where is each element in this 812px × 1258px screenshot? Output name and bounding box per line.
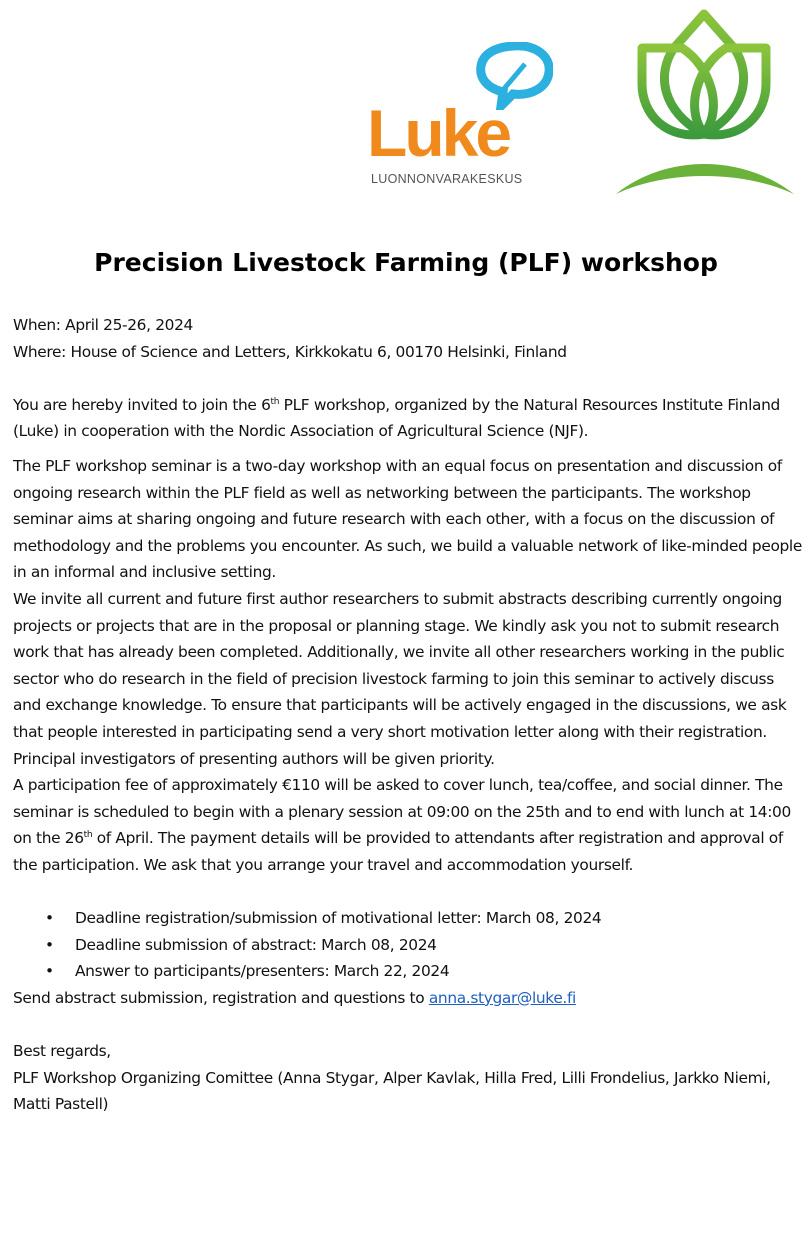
deadline-item: • Deadline submission of abstract: March 08, 2024 bbox=[75, 932, 803, 959]
send-line: Send abstract submission, registration and questions to anna.stygar@luke.fi bbox=[13, 988, 576, 1007]
logo-area bbox=[0, 0, 812, 210]
page-title: Precision Livestock Farming (PLF) workshop bbox=[94, 248, 718, 277]
when-line: When: April 25-26, 2024 bbox=[13, 316, 193, 334]
luke-subtitle: LUONNONVARAKESKUS bbox=[371, 172, 523, 186]
closing: Best regards, bbox=[13, 1042, 111, 1061]
deadline-item: • Deadline registration/submission of motivational letter: March 08, 2024 bbox=[75, 905, 803, 932]
paragraph-fee: A participation fee of approximately €110 will be asked to cover lunch, tea/coffee, and social dinner. The seminar is scheduled to begin with a plenary session at 09:00 on the 25th and to end with lunch at 14:00 on the 26th of April. The payment details will be provided to attendants after registration and approval of the participation. We ask that you arrange your travel and accommodation yourself. bbox=[13, 776, 791, 874]
paragraph-invitation: We invite all current and future first author researchers to submit abstracts describing currently ongoing projects or projects that are in the proposal or planning stage. We kindly ask you not to submit research work that has already been completed. Additionally, we invite all other researchers working in the public sector who do research in the field of precision livestock farming to join this seminar to actively discuss and exchange knowledge. To ensure that participants will be actively engaged in the discussions, we ask that people interested in participating send a very short motivation letter along with their registration. Principal investigators of presenting authors will be given priority. bbox=[13, 589, 787, 768]
deadline-item: • Answer to participants/presenters: March 22, 2024 bbox=[75, 958, 803, 985]
where-line: Where: House of Science and Letters, Kirkkokatu 6, 00170 Helsinki, Finland bbox=[13, 342, 567, 361]
paragraph-overview: The PLF workshop seminar is a two-day workshop with an equal focus on presentation and discussion of ongoing research within the PLF field as well as networking between the participants. The workshop seminar aims at sharing ongoing and future research with each other, with a focus on the discussion of methodology and the problems you encounter. As such, we build a valuable network of like-minded people in an informal and inclusive setting. bbox=[13, 456, 802, 582]
email-link[interactable]: anna.stygar@luke.fi bbox=[428, 988, 576, 1007]
signature: PLF Workshop Organizing Comittee (Anna Stygar, Alper Kavlak, Hilla Fred, Lilli Frondelius, Jarkko Niemi, Matti Pastell) bbox=[13, 1068, 771, 1114]
njf-lotus-logo bbox=[606, 4, 802, 200]
document-body bbox=[13, 312, 803, 1118]
luke-wordmark: Luke bbox=[367, 96, 510, 170]
deadline-list bbox=[13, 905, 803, 985]
intro-paragraph: You are hereby invited to join the 6th PLF workshop, organized by the Natural Resources Institute Finland (Luke) in cooperation with the Nordic Association of Agricultural Science (NJF). bbox=[13, 395, 780, 441]
luke-logo bbox=[365, 42, 555, 192]
